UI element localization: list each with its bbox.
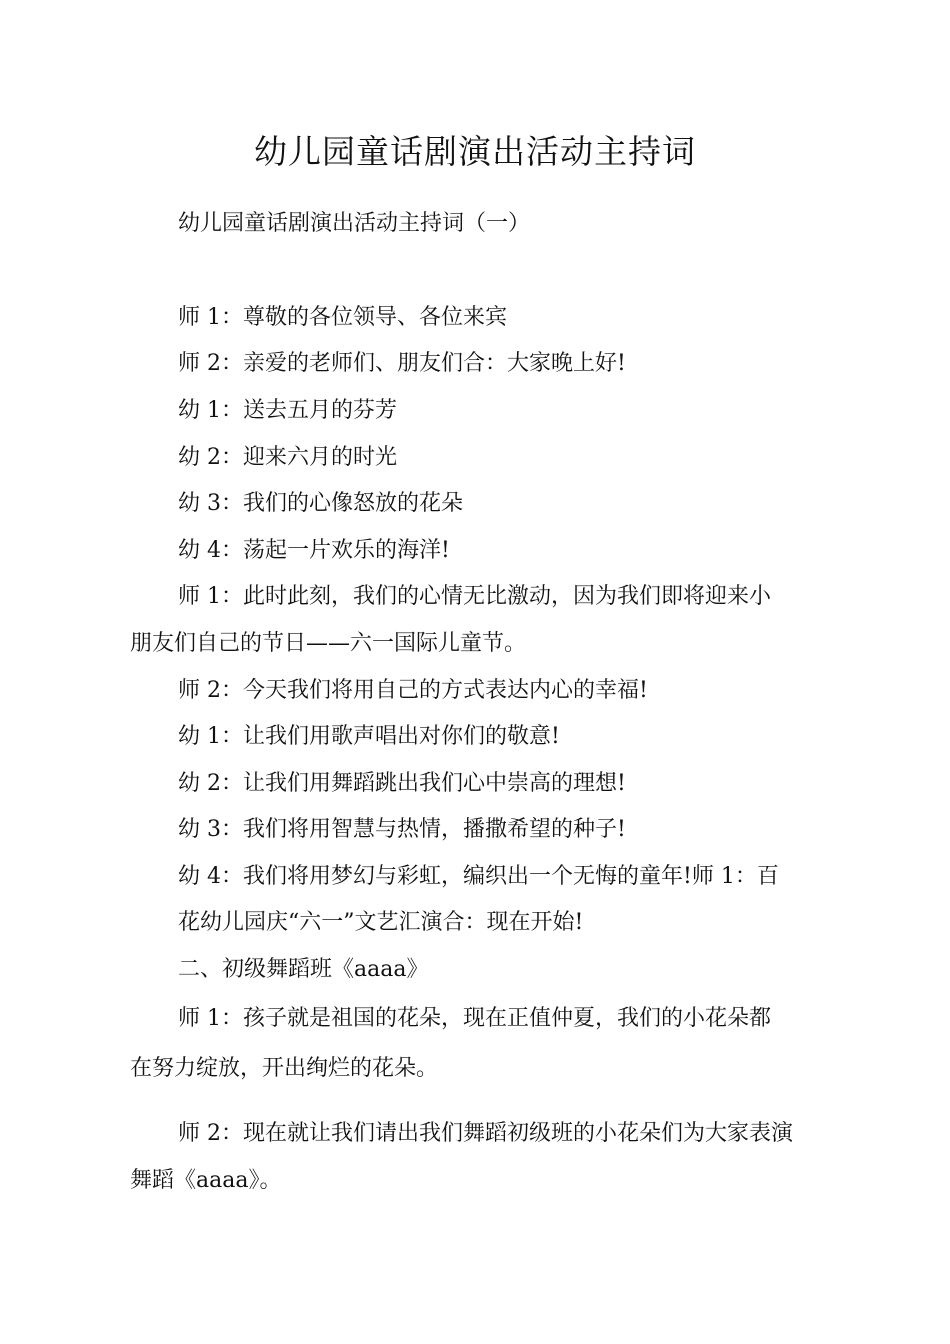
text-line: 幼 3：我们将用智慧与热情，播撒希望的种子! — [178, 817, 626, 842]
subtitle-line: 幼儿园童话剧演出活动主持词（一） — [178, 211, 531, 236]
text-line: 花幼儿园庆“六一”文艺汇演合：现在开始! — [178, 910, 584, 935]
text-line: 师 1：此时此刻，我们的心情无比激动，因为我们即将迎来小 — [178, 584, 771, 609]
document-title: 幼儿园童话剧演出活动主持词 — [254, 132, 696, 171]
text-line: 幼 1：让我们用歌声唱出对你们的敬意! — [178, 724, 560, 749]
section-heading: 二、初级舞蹈班《aaaa》 — [178, 957, 429, 982]
text-line: 幼 2：迎来六月的时光 — [178, 445, 397, 470]
text-line: 朋友们自己的节日——六一国际儿童节。 — [130, 631, 527, 656]
text-line: 师 2：现在就让我们请出我们舞蹈初级班的小花朵们为大家表演 — [178, 1121, 793, 1146]
text-line: 师 2：今天我们将用自己的方式表达内心的幸福! — [178, 678, 648, 703]
text-line: 幼 4：我们将用梦幻与彩虹，编织出一个无悔的童年!师 1：百 — [178, 864, 779, 889]
text-line: 师 2：亲爱的老师们、朋友们合：大家晚上好! — [178, 351, 626, 376]
text-line: 在努力绽放，开出绚烂的花朵。 — [130, 1056, 439, 1081]
text-line: 幼 2：让我们用舞蹈跳出我们心中崇高的理想! — [178, 771, 626, 796]
text-line: 幼 4：荡起一片欢乐的海洋! — [178, 538, 450, 563]
text-line: 师 1：孩子就是祖国的花朵，现在正值仲夏，我们的小花朵都 — [178, 1006, 771, 1031]
text-line: 师 1：尊敬的各位领导、各位来宾 — [178, 305, 507, 330]
text-line: 幼 3：我们的心像怒放的花朵 — [178, 491, 463, 516]
text-line: 幼 1：送去五月的芬芳 — [178, 398, 397, 423]
text-line: 舞蹈《aaaa》。 — [130, 1168, 282, 1193]
